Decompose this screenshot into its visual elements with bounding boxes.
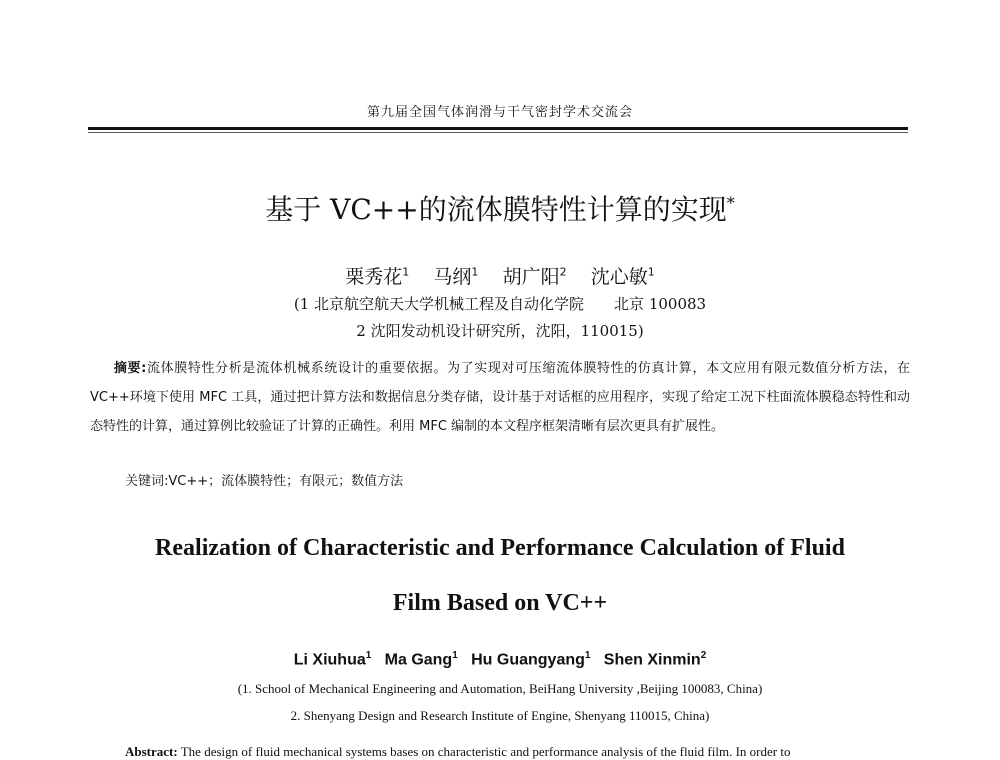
- author-sup: 1: [402, 265, 410, 279]
- author-sup: 2: [559, 265, 567, 279]
- author: Shen Xinmin: [603, 651, 701, 669]
- keywords-label: 关键词:: [125, 474, 169, 489]
- author: Li Xiuhua: [293, 651, 366, 669]
- chinese-title-text: 基于 VC++的流体膜特性计算的实现: [265, 193, 727, 226]
- author-sup: 1: [647, 265, 655, 279]
- english-title-line1: Realization of Characteristic and Performance Calculation of Fluid: [155, 535, 845, 561]
- abstract-label: Abstract:: [125, 744, 178, 759]
- author-sup: 1: [471, 265, 479, 279]
- author: 栗秀花: [345, 266, 403, 288]
- author: 胡广阳: [502, 266, 560, 288]
- english-authors: [0, 650, 1000, 669]
- author-sup: 1: [452, 650, 458, 661]
- chinese-affiliation-2: 2 沈阳发动机设计研究所，沈阳，110015): [356, 322, 644, 340]
- author-sup: 2: [700, 650, 707, 661]
- chinese-abstract: [90, 354, 910, 441]
- abstract-label: 摘要:: [113, 361, 147, 376]
- header-rule-thick: [88, 127, 908, 130]
- english-affiliation-2: 2. Shenyang Design and Research Institute of Engine, Shenyang 110015, China): [290, 708, 710, 723]
- abstract-text: The design of fluid mechanical systems bases on characteristic and performance analysis of the fluid film. In order to: [177, 744, 791, 759]
- conference-header: 第九届全国气体润滑与干气密封学术交流会: [366, 105, 633, 120]
- title-footnote-mark: *: [726, 193, 735, 213]
- author-sup: 1: [584, 650, 591, 661]
- author: 沈心敏: [590, 266, 648, 288]
- keywords-text: VC++；流体膜特性；有限元；数值方法: [168, 474, 404, 489]
- chinese-title: [0, 188, 1000, 228]
- header-rule-thin: [88, 132, 908, 133]
- author: Hu Guangyang: [471, 651, 585, 669]
- author: Ma Gang: [384, 651, 453, 669]
- english-title-line2: Film Based on VC++: [392, 590, 608, 616]
- english-abstract: [125, 744, 915, 760]
- author: 马纲: [433, 266, 472, 288]
- abstract-text: 流体膜特性分析是流体机械系统设计的重要依据。为了实现对可压缩流体膜特性的仿真计算，本文应用有限元数值分析方法，在 VC++环境下使用 MFC 工具，通过把计算方法和数据信息分类存储，设计基于对话框的应用程序，实现了给定工况下柱面流体膜稳态特性和动态特性的计算，通过算例比较验证了计算的正确性。利用 MFC 编制的本文程序框架清晰有层次更具有扩展性。: [90, 361, 910, 434]
- chinese-affiliation-1: (1 北京航空航天大学机械工程及自动化学院 北京 100083: [293, 295, 707, 313]
- english-affiliation-1: (1. School of Mechanical Engineering and Automation, BeiHang University ,Beijing 100083, China): [237, 681, 763, 696]
- chinese-keywords: [125, 470, 403, 489]
- chinese-authors: [0, 262, 1000, 289]
- author-sup: 1: [365, 650, 372, 661]
